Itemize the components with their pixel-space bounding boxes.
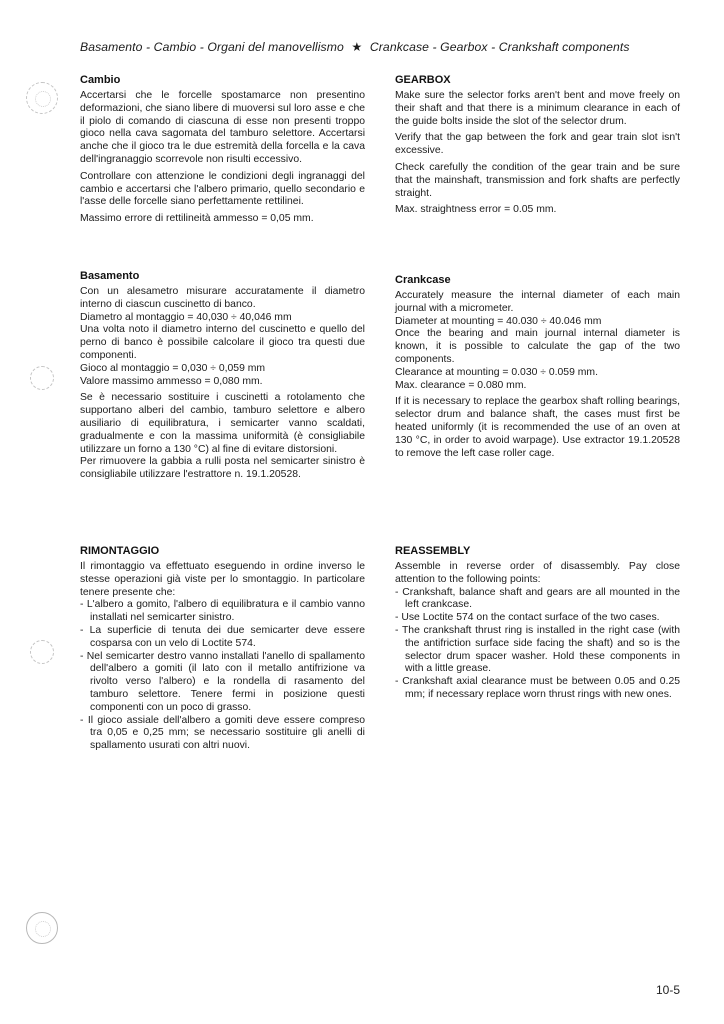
spec-line: Gioco al montaggio = 0,030 ÷ 0,059 mm xyxy=(80,362,266,374)
binder-hole-icon xyxy=(30,366,54,390)
binder-hole-icon xyxy=(26,82,58,114)
list-item: - Nel semicarter destro vanno installati l'anello di spallamento dell'albero a gomiti (il lato con il metallo antifrizione va rivolto verso l'albero) e la rondella di rasamento del tamburo selettore. Tenere fermi in posizione questi componenti con un poco di grasso. xyxy=(80,650,365,713)
paragraph: Il rimontaggio va effettuato eseguendo in ordine inverso le stesse operazioni già viste per lo smontaggio. In particolare tenere presente che: xyxy=(80,561,365,598)
paragraph: If it is necessary to replace the gearbox shaft rolling bearings, selector drum and balance shaft, the cases must first be heated uniformly (it is recommended the use of an oven at 130 °C, in order to avoid warpage). Use extractor 19.1.20528 to remove the left case roller cage. xyxy=(395,396,680,459)
section-title: RIMONTAGGIO xyxy=(80,545,160,557)
header-english: Crankcase - Gearbox - Crankshaft components xyxy=(369,40,630,54)
binder-hole-icon xyxy=(30,640,54,664)
paragraph: Check carefully the condition of the gear train and be sure that the mainshaft, transmission and fork shafts are perfectly straight. xyxy=(395,161,680,199)
spec-line: Diametro al montaggio = 40,030 ÷ 40,046 mm xyxy=(80,311,292,323)
list-item: - The crankshaft thrust ring is installed in the right case (with the antifriction surface side facing the shaft) and so is the selector drum spacer washer. Hold these components in with a little grease. xyxy=(395,624,680,675)
list-item: - Crankshaft, balance shaft and gears are all mounted in the left crankcase. xyxy=(395,586,680,611)
section-title: REASSEMBLY xyxy=(395,545,471,557)
paragraph: Per rimuovere la gabbia a rulli posta nel semicarter sinistro è consigliabile utilizzare l'estrattore n. 19.1.20528. xyxy=(80,456,365,481)
section-title: Basamento xyxy=(80,270,140,282)
spec-line: Valore massimo ammesso = 0,080 mm. xyxy=(80,375,263,387)
header-italian: Basamento - Cambio - Organi del manovellismo xyxy=(80,40,344,54)
section-title: Crankcase xyxy=(395,274,451,286)
section-rimontaggio xyxy=(80,545,365,753)
instruction-list xyxy=(395,587,680,702)
page-header xyxy=(80,40,682,54)
binder-hole-icon xyxy=(26,912,58,944)
section-cambio xyxy=(80,74,365,226)
list-item: - Crankshaft axial clearance must be between 0.05 and 0.25 mm; if necessary replace worn thrust rings with new ones. xyxy=(395,676,680,700)
paragraph: Accurately measure the internal diameter of each main journal with a micrometer. xyxy=(395,290,680,314)
paragraph: Massimo errore di rettilineità ammesso = 0,05 mm. xyxy=(80,213,314,225)
section-title: Cambio xyxy=(80,74,121,86)
paragraph: Verify that the gap between the fork and gear train slot isn't excessive. xyxy=(395,132,680,157)
section-basamento xyxy=(80,270,365,482)
star-separator-icon: ★ xyxy=(351,40,363,54)
paragraph: Assemble in reverse order of disassembly. Pay close attention to the following points: xyxy=(395,561,680,585)
paragraph: Max. straightness error = 0.05 mm. xyxy=(395,204,557,216)
list-item: - L'albero a gomito, l'albero di equilibratura e il cambio vanno installati nel semicarter sinistro. xyxy=(80,599,365,624)
instruction-list xyxy=(80,599,365,753)
section-gearbox xyxy=(395,74,680,217)
section-crankcase xyxy=(395,274,680,460)
paragraph: Once the bearing and main journal internal diameter is known, it is possible to calculate the gap of the two components. xyxy=(395,328,680,365)
spec-line: Clearance at mounting = 0.030 ÷ 0.059 mm. xyxy=(395,366,598,378)
paragraph: Accertarsi che le forcelle spostamarce non presentino deformazioni, che siano libere di muoversi sul loro asse e che il piolo di comando di ciascuna di esse non presenti troppo gioco nella cava sagomata del tamburo selettore. Accertarsi anche che il gioco tra le due estremità della forcella e la cava dell'ingranaggio scorrevole non risulti eccessivo. xyxy=(80,90,365,165)
spec-line: Diameter at mounting = 40.030 ÷ 40.046 mm xyxy=(395,315,602,327)
list-item: - Il gioco assiale dell'albero a gomiti deve essere compreso tra 0,05 e 0,25 mm; se necessario sostituire gli anelli di spallamento usurati con altri nuovi. xyxy=(80,714,365,752)
section-title: GEARBOX xyxy=(395,74,451,86)
paragraph: Controllare con attenzione le condizioni degli ingranaggi del cambio e accertarsi che l'albero primario, quello secondario e l'asse delle forcelle siano perfettamente rettilinei. xyxy=(80,170,365,208)
spec-line: Max. clearance = 0.080 mm. xyxy=(395,379,527,391)
paragraph: Se è necessario sostituire i cuscinetti a rotolamento che supportano alberi del cambio, tamburo selettore e albero ausiliario di equilibratura, i semicarter vanno scaldati, gradualmente e con la massima uniformità (è consigliabile utilizzare un forno a 130 °C) al fine di evitare distorsioni. xyxy=(80,392,365,455)
list-item: - La superficie di tenuta dei due semicarter deve essere cosparsa con un velo di Loctite 574. xyxy=(80,624,365,649)
paragraph: Con un alesametro misurare accuratamente il diametro interno di ciascun cuscinetto di banco. xyxy=(80,286,365,310)
paragraph: Una volta noto il diametro interno del cuscinetto e quello del perno di banco è possibile calcolare il gioco tra questi due componenti. xyxy=(80,324,365,361)
section-reassembly xyxy=(395,545,680,702)
paragraph: Make sure the selector forks aren't bent and move freely on their shaft and that there is a minimum clearance in each of the guide bolts inside the slot of the selector drum. xyxy=(395,90,680,127)
list-item: - Use Loctite 574 on the contact surface of the two cases. xyxy=(395,612,660,624)
page-number: 10-5 xyxy=(655,983,680,997)
